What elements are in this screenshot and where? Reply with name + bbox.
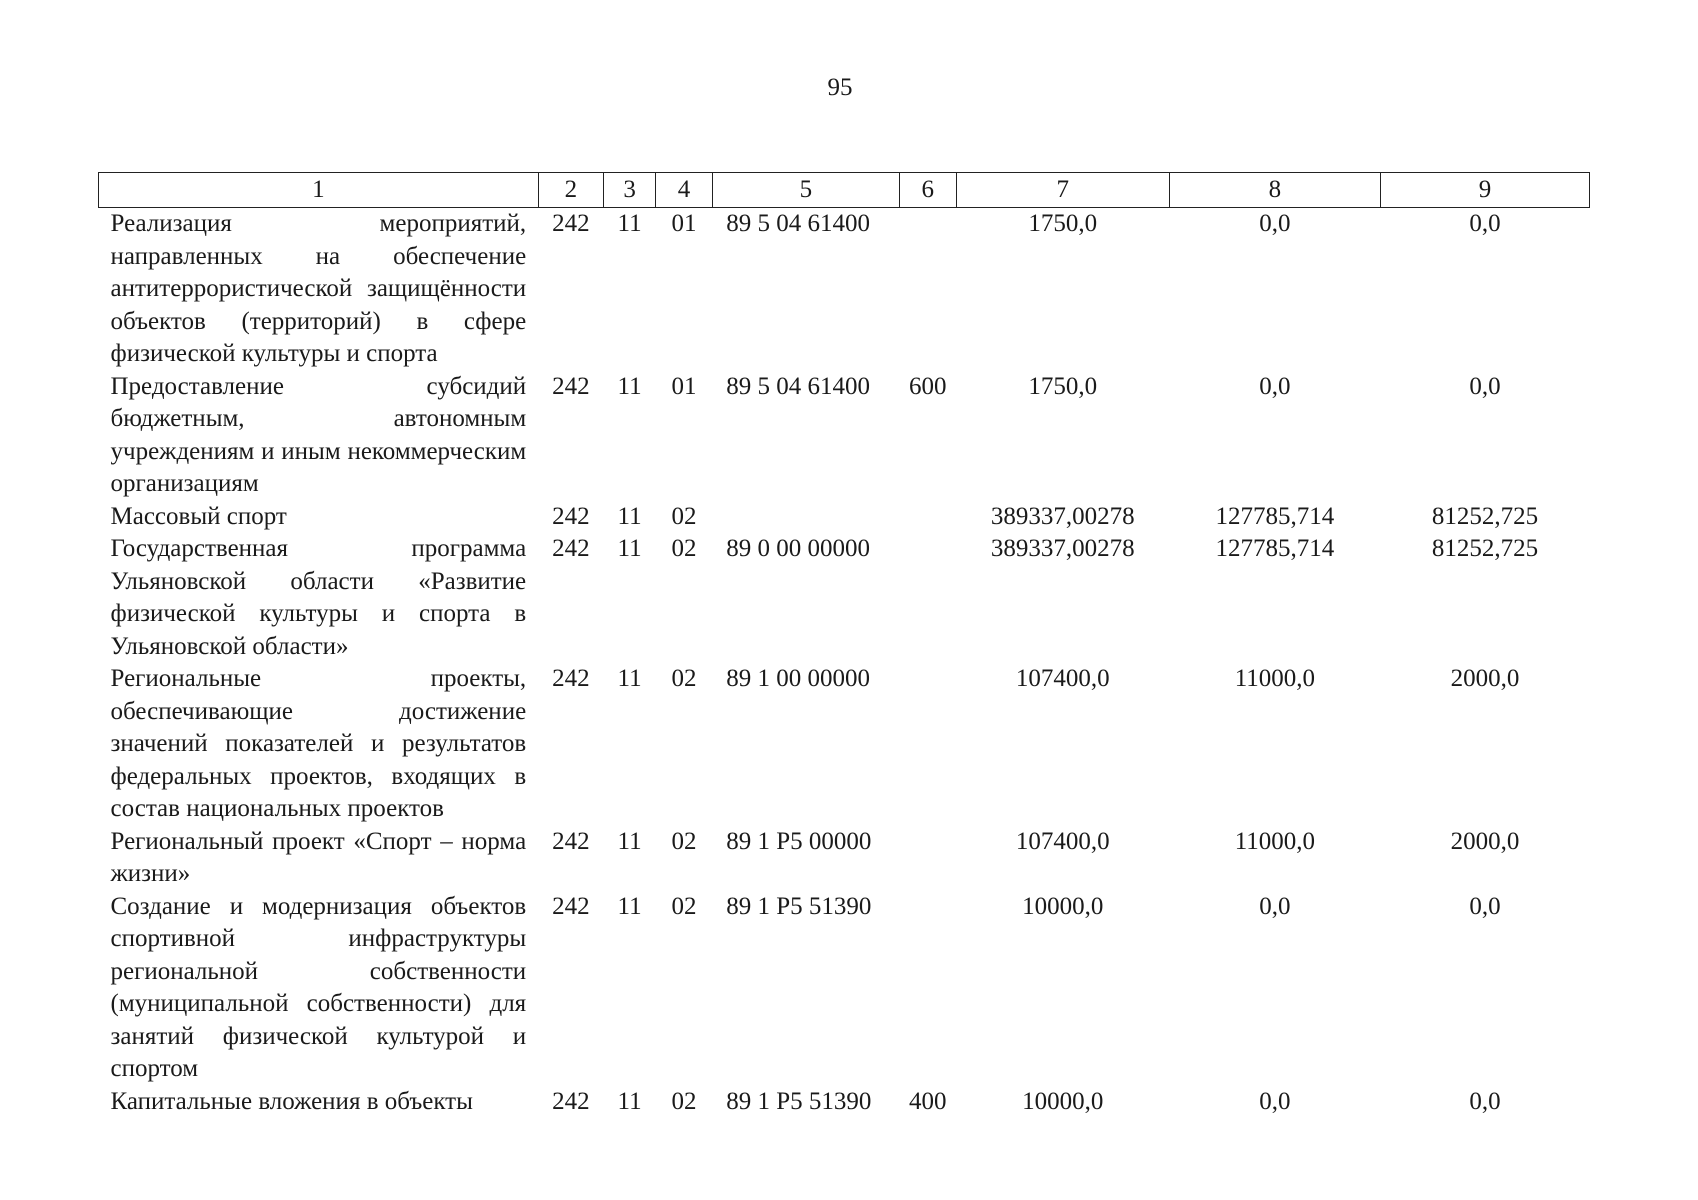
row-code-3-cell: 11 — [617, 665, 642, 692]
row-code-2-cell: 242 — [552, 210, 590, 237]
row-code-5-cell: 89 1 00 00000 — [726, 665, 871, 692]
table-row — [99, 1086, 1590, 1119]
row-code-4-cell: 02 — [671, 827, 697, 855]
row-value-8-cell: 0,0 — [1259, 372, 1291, 400]
row-value-7-cell: 389337,00278 — [990, 502, 1135, 530]
row-code-2-cell: 242 — [552, 665, 590, 692]
row-code-4-cell: 02 — [671, 502, 697, 530]
header-cell-7: 7 — [956, 173, 1169, 208]
table-row — [99, 208, 1590, 371]
row-code-4-cell: 02 — [671, 892, 697, 920]
row-name-cell: Региональный проект «Спорт – норма жизни» — [110, 827, 527, 887]
table-row — [99, 826, 1590, 891]
page-number: 95 — [827, 74, 853, 101]
table-header-row — [99, 173, 1590, 208]
header-cell-3: 3 — [603, 173, 655, 208]
table-row — [99, 371, 1590, 501]
row-value-9-cell: 81252,725 — [1431, 502, 1539, 530]
header-cell-2: 2 — [538, 173, 603, 208]
row-value-7-cell: 1750,0 — [1028, 372, 1098, 400]
row-code-2-cell: 242 — [552, 372, 590, 400]
row-name-cell: Капитальные вложения в объекты — [110, 1087, 473, 1115]
row-value-7-cell: 107400,0 — [1015, 827, 1110, 855]
header-cell-6: 6 — [899, 173, 956, 208]
row-name-cell: Предоставление субсидий бюджетным, автономным учреждениям и иным некоммерческим организациям — [110, 372, 527, 497]
row-code-3-cell: 11 — [617, 892, 642, 920]
row-code-2-cell: 242 — [552, 502, 590, 530]
row-code-5-cell: 89 1 Р5 00000 — [726, 827, 872, 855]
row-code-2-cell: 242 — [552, 1087, 590, 1115]
row-code-3-cell: 11 — [617, 210, 642, 237]
header-cell-4: 4 — [656, 173, 713, 208]
row-value-8-cell: 127785,714 — [1215, 535, 1335, 562]
row-code-5-cell: 89 5 04 61400 — [726, 210, 871, 237]
row-value-9-cell: 0,0 — [1469, 372, 1501, 400]
header-cell-1: 1 — [99, 173, 539, 208]
row-code-2-cell: 242 — [552, 827, 590, 855]
table-row — [99, 533, 1590, 663]
row-code-4-cell: 02 — [671, 535, 697, 562]
row-value-7-cell: 1750,0 — [1028, 210, 1098, 237]
row-code-4-cell: 01 — [671, 372, 697, 400]
row-name-cell: Массовый спорт — [110, 502, 287, 530]
row-code-3-cell: 11 — [617, 827, 642, 855]
row-code-5-cell: 89 1 Р5 51390 — [726, 1087, 872, 1115]
row-code-5-cell: 89 0 00 00000 — [726, 535, 871, 562]
row-value-7-cell: 10000,0 — [1022, 1087, 1104, 1115]
row-value-9-cell: 0,0 — [1469, 892, 1501, 920]
row-value-9-cell: 2000,0 — [1450, 827, 1520, 855]
row-code-6-cell — [899, 891, 956, 1086]
row-code-5-cell — [712, 501, 899, 534]
row-code-2-cell: 242 — [552, 535, 590, 562]
row-value-9-cell: 2000,0 — [1450, 665, 1520, 692]
row-value-8-cell: 0,0 — [1259, 210, 1291, 237]
row-name-cell: Создание и модернизация объектов спортивной инфраструктуры региональной собственности (муниципальной собственности) для занятий физической культурой и спортом — [110, 892, 527, 1082]
row-value-8-cell: 11000,0 — [1234, 827, 1316, 855]
row-code-6-cell — [899, 501, 956, 534]
table-row — [99, 501, 1590, 534]
row-value-7-cell: 107400,0 — [1015, 665, 1110, 692]
row-code-3-cell: 11 — [617, 535, 642, 562]
row-name-cell: Государственная программа Ульяновской области «Развитие физической культуры и спорта в Ульяновской области» — [110, 535, 527, 660]
header-cell-9: 9 — [1380, 173, 1589, 208]
row-code-4-cell: 02 — [671, 665, 697, 692]
row-code-6-cell — [899, 663, 956, 826]
header-cell-8: 8 — [1169, 173, 1380, 208]
row-code-3-cell: 11 — [617, 372, 642, 400]
row-value-9-cell: 0,0 — [1469, 210, 1501, 237]
row-code-3-cell: 11 — [617, 1087, 642, 1115]
row-code-3-cell: 11 — [617, 502, 642, 530]
row-value-9-cell: 0,0 — [1469, 1087, 1501, 1115]
row-value-8-cell: 11000,0 — [1234, 665, 1316, 692]
row-value-8-cell: 127785,714 — [1215, 502, 1335, 530]
row-name-cell: Региональные проекты, обеспечивающие достижение значений показателей и результатов федеральных проектов, входящих в состав национальных проектов — [110, 665, 527, 822]
header-cell-5: 5 — [712, 173, 899, 208]
row-code-6-cell: 400 — [909, 1087, 947, 1115]
row-code-6-cell — [899, 533, 956, 663]
row-code-4-cell: 02 — [671, 1087, 697, 1115]
table-row — [99, 891, 1590, 1086]
row-name-cell: Реализация мероприятий, направленных на обеспечение антитеррористической защищённости объектов (территорий) в сфере физической культуры и спорта — [110, 210, 527, 367]
budget-table — [98, 172, 1590, 1118]
row-code-2-cell: 242 — [552, 892, 590, 920]
row-code-5-cell: 89 1 Р5 51390 — [726, 892, 872, 920]
row-value-9-cell: 81252,725 — [1431, 535, 1539, 562]
row-value-7-cell: 10000,0 — [1022, 892, 1104, 920]
row-code-6-cell: 600 — [909, 372, 947, 400]
table-row — [99, 663, 1590, 826]
row-value-8-cell: 0,0 — [1259, 892, 1291, 920]
row-code-6-cell — [899, 208, 956, 371]
row-value-7-cell: 389337,00278 — [990, 535, 1135, 562]
row-value-8-cell: 0,0 — [1259, 1087, 1291, 1115]
row-code-5-cell: 89 5 04 61400 — [726, 372, 871, 400]
row-code-4-cell: 01 — [671, 210, 697, 237]
row-code-6-cell — [899, 826, 956, 891]
